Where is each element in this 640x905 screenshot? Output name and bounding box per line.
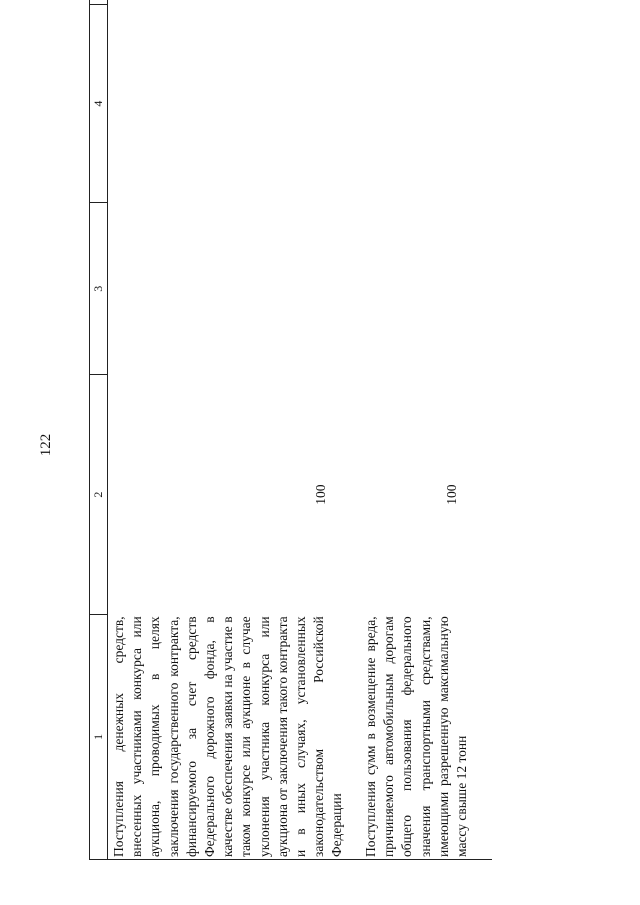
table-row bbox=[348, 0, 492, 860]
column-number: 1 bbox=[90, 614, 108, 859]
column-number-row bbox=[90, 0, 108, 860]
row-description: Поступления денежных средств, внесенных участниками конкурса или аукциона, проводимых в целях заключения государственного контракта, финансируемого за счет средств Федерального дорожного фонда, в качестве обеспечения заявки на участие в таком конкурсе или аукционе в случае уклонения участника конкурса или аукциона от заключения такого контракта и в иных случаях, установленных законодательством Российской Федерации bbox=[108, 614, 349, 859]
column-number: 4 bbox=[90, 5, 108, 203]
row-description: Поступления сумм в возмещение вреда, причиняемого автомобильным дорогам общего пользования федерального значения транспортными средствами, имеющими разрешенную максимальную массу свыше 12 тонн bbox=[348, 614, 492, 859]
budget-table bbox=[89, 0, 492, 860]
page-number: 122 bbox=[38, 433, 54, 457]
column-number: 2 bbox=[90, 375, 108, 614]
column-number: 3 bbox=[90, 203, 108, 375]
table-row bbox=[108, 0, 349, 860]
row-value: 100 bbox=[444, 484, 459, 505]
column-number bbox=[90, 0, 108, 5]
row-value: 100 bbox=[313, 484, 328, 505]
